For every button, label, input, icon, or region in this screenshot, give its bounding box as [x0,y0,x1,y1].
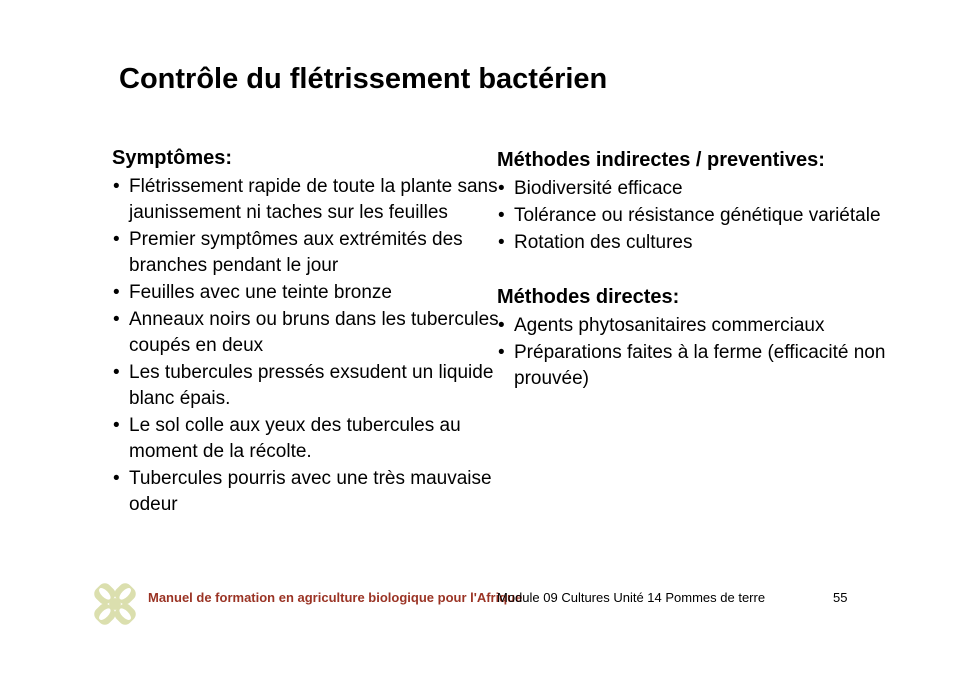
symptoms-bullet-list [112,174,502,518]
bullet-text: Feuilles avec une teinte bronze [129,282,392,303]
bullet-item [497,230,907,256]
bullet-item [112,227,502,279]
bullet-text: Premier symptômes aux extrémités des branches pendant le jour [129,229,463,276]
bullet-marker: • [498,342,505,363]
symptoms-heading: Symptômes: [112,147,233,169]
bullet-marker: • [113,176,120,197]
bullet-item [497,203,907,229]
bullet-item [112,280,502,306]
bullet-text: Les tubercules pressés exsudent un liquide blanc épais. [129,362,494,409]
bullet-text: Le sol colle aux yeux des tubercules au moment de la récolte. [129,415,461,462]
indirect-methods-section [497,147,907,256]
bullet-marker: • [113,362,120,383]
bullet-item [112,174,502,226]
bullet-item [112,360,502,412]
bullet-item [112,466,502,518]
bullet-text: Tubercules pourris avec une très mauvaise odeur [129,468,492,515]
bullet-marker: • [498,178,505,199]
symptoms-column [112,145,502,519]
bullet-text: Tolérance ou résistance génétique variétale [514,205,881,226]
methods-column [497,147,907,393]
bullet-marker: • [113,229,120,250]
bullet-text: Rotation des cultures [514,232,693,253]
bullet-item [497,176,907,202]
indirect-methods-heading: Méthodes indirectes / preventives: [497,149,825,171]
bullet-marker: • [498,315,505,336]
bullet-item [497,340,907,392]
module-label: Module 09 Cultures Unité 14 Pommes de terre [497,590,766,605]
bullet-item [112,413,502,465]
direct-methods-bullet-list [497,313,907,392]
bullet-text: Anneaux noirs ou bruns dans les tubercules coupés en deux [129,309,499,356]
bullet-marker: • [498,232,505,253]
bullet-item [112,307,502,359]
manual-title: Manuel de formation en agriculture biologique pour l'Afrique [148,590,523,605]
bullet-marker: • [498,205,505,226]
indirect-methods-bullet-list [497,176,907,256]
direct-methods-heading: Méthodes directes: [497,286,680,308]
bullet-item [497,313,907,339]
page-number: 55 [833,590,848,605]
bullet-marker: • [113,282,120,303]
bullet-marker: • [113,468,120,489]
slide-title: Contrôle du flétrissement bactérien [119,63,608,95]
bullet-text: Flétrissement rapide de toute la plante sans jaunissement ni taches sur les feuilles [129,176,498,223]
bullet-text: Agents phytosanitaires commerciaux [514,315,825,336]
four-petal-flower-icon [88,577,142,636]
bullet-text: Biodiversité efficace [514,178,683,199]
direct-methods-section [497,284,907,392]
bullet-marker: • [113,415,120,436]
bullet-marker: • [113,309,120,330]
bullet-text: Préparations faites à la ferme (efficacité non prouvée) [514,342,886,389]
